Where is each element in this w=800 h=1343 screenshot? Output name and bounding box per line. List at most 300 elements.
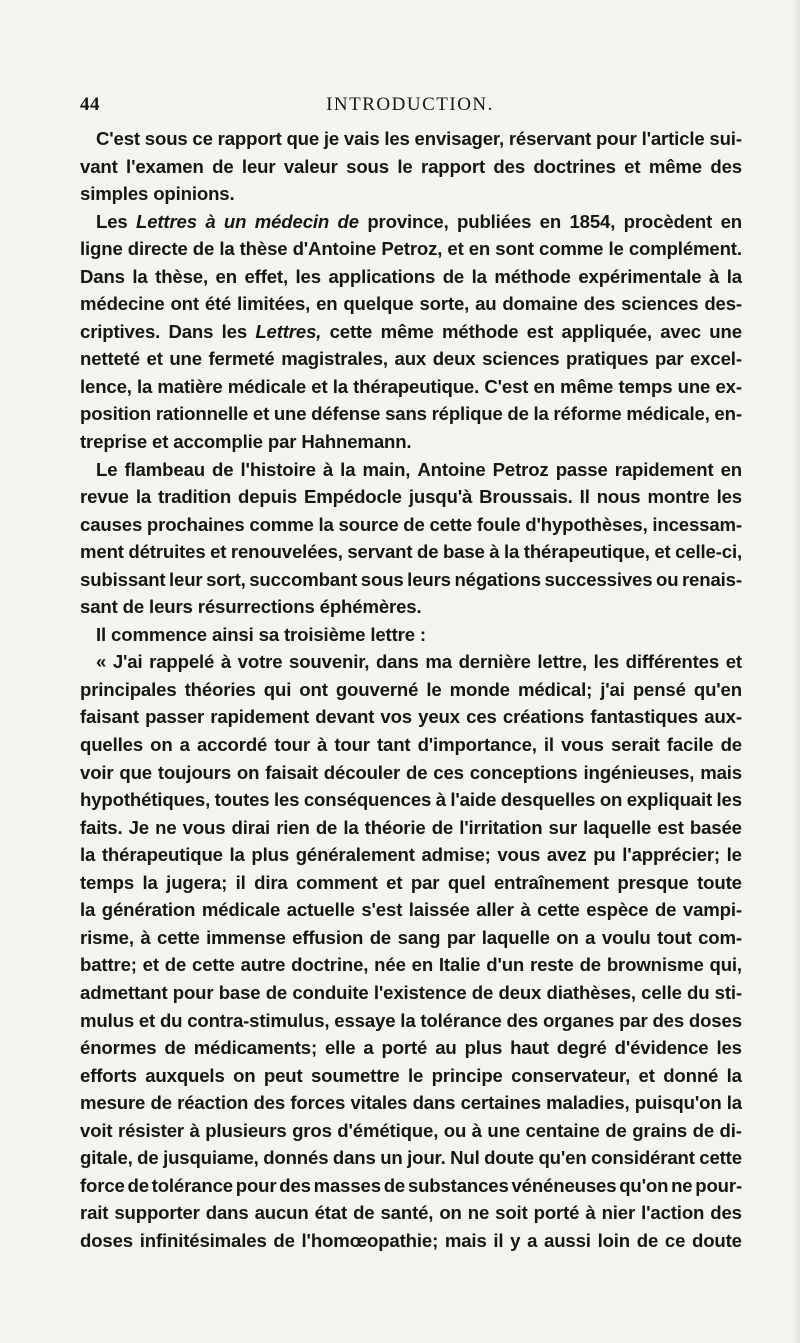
word: de — [431, 816, 454, 838]
word: l'apprécier; — [622, 844, 720, 866]
word: j'ai — [600, 678, 625, 700]
word: une — [273, 403, 307, 425]
word: de — [273, 1229, 295, 1251]
word: rapidement — [210, 706, 310, 728]
word: l'action — [641, 1202, 705, 1224]
word: degré — [556, 1037, 607, 1059]
word: vant — [80, 155, 118, 177]
word: négations — [454, 568, 541, 590]
word: sont — [495, 238, 534, 260]
word: par — [410, 871, 440, 893]
word: sant — [80, 596, 118, 618]
word: médicaments; — [193, 1037, 318, 1059]
word: de — [192, 238, 215, 260]
word: peut — [263, 1064, 303, 1086]
word: on — [439, 1202, 462, 1224]
text-line — [80, 1199, 742, 1227]
word: tout — [657, 926, 692, 948]
word: aux — [394, 348, 427, 370]
word: accomplie — [173, 431, 263, 453]
word: médicale, — [626, 403, 710, 425]
word: le — [726, 844, 742, 866]
word: un — [380, 1147, 403, 1169]
word: Je — [128, 816, 149, 838]
text-line — [80, 1062, 742, 1090]
word: à — [220, 651, 232, 673]
text-line — [80, 951, 742, 979]
word: limitées, — [237, 293, 311, 315]
word: qu'on — [619, 1174, 669, 1196]
word: principales — [80, 678, 177, 700]
word: magistrales, — [281, 348, 388, 370]
text-line — [80, 1144, 742, 1172]
text-line — [80, 621, 742, 649]
word: infinitésimales — [139, 1229, 267, 1251]
word: la — [229, 844, 245, 866]
word: de — [383, 1174, 406, 1196]
word: puisqu'on — [634, 1092, 722, 1114]
word: quelque — [343, 293, 414, 315]
word: vais — [343, 128, 380, 149]
word: complément. — [628, 238, 742, 260]
word: brownisme — [606, 954, 704, 976]
word: pu — [593, 844, 616, 866]
word: ma — [425, 651, 452, 673]
word: deux — [498, 981, 542, 1003]
word: ont — [299, 678, 328, 700]
word: ment — [80, 541, 124, 563]
word: quelles — [80, 734, 144, 756]
word: celle — [641, 981, 682, 1003]
word: foule — [476, 513, 521, 535]
word: est — [526, 320, 554, 342]
word: rapport — [217, 128, 282, 149]
word: des — [710, 1202, 742, 1224]
word: dans — [205, 1202, 249, 1224]
word: résurrections — [197, 596, 315, 618]
word: substances — [407, 1174, 509, 1196]
word: plusieurs — [205, 1119, 287, 1141]
word: à — [322, 458, 334, 480]
word: de — [212, 155, 234, 177]
word: et — [252, 403, 270, 425]
word: théories — [184, 678, 256, 700]
word: cette — [157, 926, 200, 948]
word: risme, — [80, 926, 134, 948]
word: du — [687, 981, 710, 1003]
word: vos — [380, 706, 412, 728]
word: et — [146, 348, 163, 370]
word: par — [654, 348, 684, 370]
word: vénéneuses — [511, 1174, 617, 1196]
word: force — [80, 1174, 125, 1196]
word: des — [583, 293, 616, 315]
word: médecine — [80, 293, 165, 315]
word: votre — [237, 651, 283, 673]
word: cette — [429, 513, 473, 535]
word: de — [605, 1119, 627, 1141]
word: état — [314, 1202, 348, 1224]
word: découler — [323, 761, 401, 783]
word: l'homœopathie; — [301, 1229, 439, 1251]
word: il — [235, 871, 246, 893]
word: à — [189, 1119, 200, 1141]
word: desquelles — [500, 789, 596, 811]
word: J'ai — [112, 651, 143, 673]
word: été — [204, 293, 232, 315]
word: réaction — [177, 1092, 249, 1114]
word: cette — [329, 320, 373, 342]
word: qu'en — [693, 678, 742, 700]
word: aux- — [704, 706, 742, 728]
word: treprise — [80, 431, 148, 453]
word: même — [560, 375, 614, 397]
word: Il — [579, 486, 590, 508]
word: de — [405, 761, 428, 783]
word: à — [317, 734, 328, 756]
word: mesure — [80, 1092, 146, 1114]
body-text — [80, 125, 742, 1254]
word: de — [127, 1174, 149, 1196]
word: la — [533, 403, 549, 425]
word: détruites — [128, 541, 206, 563]
word: sciences — [482, 348, 560, 370]
word: renouvelées, — [230, 541, 343, 563]
word: thérapeutique — [101, 844, 223, 866]
word: les — [221, 320, 248, 342]
word: sous — [144, 128, 188, 149]
word: pour- — [695, 1174, 742, 1196]
word: rappelé — [149, 651, 215, 673]
word: en — [533, 375, 555, 397]
word: tour — [274, 734, 310, 756]
word: ne — [155, 816, 177, 838]
word: flambeau — [124, 458, 205, 480]
word: voulu — [601, 926, 651, 948]
word: gros — [292, 1119, 332, 1141]
word: éphémères. — [319, 596, 422, 618]
word: réplique — [431, 403, 503, 425]
text-line — [80, 676, 742, 704]
word: deux — [432, 348, 476, 370]
text-line — [80, 1117, 742, 1145]
word: on — [236, 761, 260, 783]
word: à — [140, 926, 151, 948]
word: que — [286, 128, 320, 149]
word: aussi — [544, 1229, 591, 1251]
word: qui — [263, 678, 292, 700]
word: sous — [346, 155, 389, 177]
word: la — [219, 238, 235, 260]
word: C'est — [484, 375, 529, 397]
word: ainsi — [212, 623, 254, 645]
word: publiées — [457, 210, 532, 232]
word: criptives. — [80, 320, 161, 342]
word: rien — [276, 816, 310, 838]
word: je — [323, 128, 340, 149]
word: ingénieuses, — [583, 761, 695, 783]
word: successives — [544, 568, 653, 590]
word: fermeté — [208, 348, 275, 370]
word: pensé — [632, 678, 686, 700]
word: la — [132, 265, 148, 287]
word: incessam- — [652, 513, 742, 535]
word: rait — [80, 1202, 109, 1224]
text-line — [80, 373, 742, 401]
word: troisième — [284, 623, 366, 645]
word: ne — [671, 1174, 693, 1196]
word: ligne — [80, 238, 123, 260]
word: rapidement — [614, 458, 714, 480]
word: la — [135, 486, 152, 508]
word: au — [435, 1037, 457, 1059]
word: matière — [157, 375, 223, 397]
word: au — [475, 293, 497, 315]
word: en — [720, 210, 742, 232]
word: supporter — [114, 1202, 200, 1224]
word: cette — [699, 1147, 742, 1169]
word: aller — [476, 899, 514, 921]
word: doses — [80, 1229, 133, 1251]
word: par — [619, 1009, 648, 1031]
word: d'hypothèses, — [525, 513, 648, 535]
word: subissant — [80, 568, 166, 590]
word: actuelle — [286, 899, 355, 921]
word: comme — [539, 238, 604, 260]
word: à — [435, 789, 446, 811]
word: même — [648, 155, 702, 177]
text-line — [80, 841, 742, 869]
word: jusquiame, — [163, 1147, 259, 1169]
word: pour — [596, 128, 637, 149]
word: maladies, — [546, 1092, 630, 1114]
word: comme — [249, 513, 314, 535]
text-line — [80, 593, 742, 621]
text-line — [80, 345, 742, 373]
word: sort, — [206, 568, 246, 590]
word: reste — [530, 954, 574, 976]
word: montre — [647, 486, 710, 508]
word: de — [442, 265, 465, 287]
word: de — [164, 1037, 186, 1059]
text-line — [80, 208, 742, 236]
word: différentes — [625, 651, 720, 673]
word: méthode — [442, 320, 519, 342]
word: la — [80, 844, 96, 866]
word: de — [353, 1202, 375, 1224]
word: ces — [466, 706, 497, 728]
word: Le — [96, 458, 118, 480]
word: admise; — [421, 844, 491, 866]
word: excel- — [690, 348, 742, 370]
word: dans — [375, 651, 419, 673]
word: devant — [315, 706, 375, 728]
page-header — [80, 94, 740, 120]
word: ou — [443, 1119, 467, 1141]
word: voit — [80, 1119, 113, 1141]
word: la — [137, 375, 153, 397]
word: donné — [663, 1064, 719, 1086]
word: les — [295, 265, 321, 287]
word: elle — [324, 1037, 356, 1059]
word: doses — [688, 1009, 742, 1031]
text-line — [80, 924, 742, 952]
word: réforme — [553, 403, 622, 425]
word: battre; — [80, 954, 137, 976]
word: ces — [433, 761, 464, 783]
word: créations — [502, 706, 585, 728]
word: Il — [96, 623, 107, 645]
word: conceptions — [469, 761, 578, 783]
word: directe — [127, 238, 188, 260]
text-line — [80, 1227, 742, 1255]
page-number: 44 — [80, 94, 100, 115]
word: forces — [290, 1092, 346, 1114]
word: et — [142, 954, 159, 976]
word: et — [152, 431, 169, 453]
word: les — [593, 651, 620, 673]
word: sur — [548, 816, 578, 838]
word: vitales — [350, 1092, 408, 1114]
word: des- — [704, 293, 742, 315]
word: envisager, — [414, 128, 505, 149]
word: de — [164, 954, 187, 976]
word: espèce — [586, 899, 649, 921]
word: nous — [596, 486, 641, 508]
text-line — [80, 703, 742, 731]
word: médicale — [201, 899, 281, 921]
running-title: INTRODUCTION. — [326, 94, 494, 115]
word: basée — [689, 816, 742, 838]
word: valeur — [283, 155, 338, 177]
word: diathèses, — [546, 981, 636, 1003]
word: base — [218, 981, 261, 1003]
word: base — [442, 541, 485, 563]
word: ne — [467, 1202, 490, 1224]
text-line — [80, 235, 742, 263]
word: fantastiques — [590, 706, 699, 728]
word: les — [384, 128, 410, 149]
text-line — [80, 814, 742, 842]
word: à — [708, 265, 720, 287]
text-line — [80, 566, 742, 594]
word: faits. — [80, 816, 123, 838]
word: nier — [601, 1202, 636, 1224]
text-line — [80, 1007, 742, 1035]
word: plus — [251, 844, 290, 866]
word: d'Antoine — [292, 238, 377, 260]
word: médecin — [254, 210, 330, 232]
word: faisant — [80, 706, 139, 728]
text-line — [80, 1172, 742, 1200]
word: temps — [618, 375, 673, 397]
word: tradition — [158, 486, 232, 508]
word: de — [212, 458, 234, 480]
word: source — [338, 513, 399, 535]
word: sang — [397, 926, 441, 948]
text-line — [80, 1034, 742, 1062]
word: les — [273, 789, 300, 811]
word: thérapeutique, — [523, 541, 650, 563]
word: de — [720, 734, 742, 756]
word: il — [543, 734, 554, 756]
word: réservant — [508, 128, 592, 149]
word: la — [318, 513, 334, 535]
word: Petroz, — [381, 238, 443, 260]
word: une — [709, 320, 742, 342]
word: le — [426, 678, 442, 700]
word: simples — [80, 183, 149, 205]
word: à — [520, 899, 531, 921]
word: tolérance — [151, 1174, 233, 1196]
word: ou — [655, 568, 679, 590]
word: domaine — [502, 293, 578, 315]
word: Italie — [438, 954, 481, 976]
word: d'émétique, — [337, 1119, 439, 1141]
word: hypothétiques, — [80, 789, 211, 811]
word: de — [137, 1147, 159, 1169]
word: expérimentale — [578, 265, 702, 287]
word: gouverné — [335, 678, 419, 700]
word: certaines — [460, 1092, 541, 1114]
word: doctrines — [533, 155, 616, 177]
word: ce — [664, 1229, 686, 1251]
word: porté — [381, 1037, 428, 1059]
word: y — [510, 1229, 521, 1251]
word: la — [332, 375, 348, 397]
word: des — [710, 155, 742, 177]
text-line — [80, 153, 742, 181]
word: on — [556, 926, 579, 948]
word: tant — [376, 734, 411, 756]
word: la — [142, 871, 158, 893]
word: di- — [719, 1119, 742, 1141]
word: principe — [431, 1064, 503, 1086]
word: serait — [610, 734, 660, 756]
word: tolérance — [420, 1009, 502, 1031]
text-line — [80, 125, 742, 153]
word: Nul — [450, 1147, 480, 1169]
word: vous — [561, 734, 604, 756]
word: les — [716, 789, 742, 811]
word: sa — [258, 623, 280, 645]
word: la — [726, 265, 742, 287]
word: la — [726, 1092, 742, 1114]
word: lettre, — [537, 651, 587, 673]
text-line — [80, 648, 742, 676]
word: en — [539, 210, 562, 232]
word: et — [654, 541, 671, 563]
word: une — [169, 348, 202, 370]
word: sous — [360, 568, 404, 590]
word: et — [725, 651, 742, 673]
word: qu'en — [538, 1147, 587, 1169]
text-line — [80, 511, 742, 539]
word: tour — [334, 734, 370, 756]
word: : — [419, 623, 426, 645]
word: il — [493, 1229, 504, 1251]
word: sans — [385, 403, 427, 425]
page-edge-shadow — [792, 0, 800, 1343]
word: comment — [296, 871, 378, 893]
word: médicale — [227, 375, 307, 397]
word: conséquences — [303, 789, 432, 811]
word: et — [638, 1064, 655, 1086]
word: lettre — [370, 623, 415, 645]
word: soit — [495, 1202, 528, 1224]
word: le — [407, 1064, 424, 1086]
word: s'est — [361, 899, 403, 921]
